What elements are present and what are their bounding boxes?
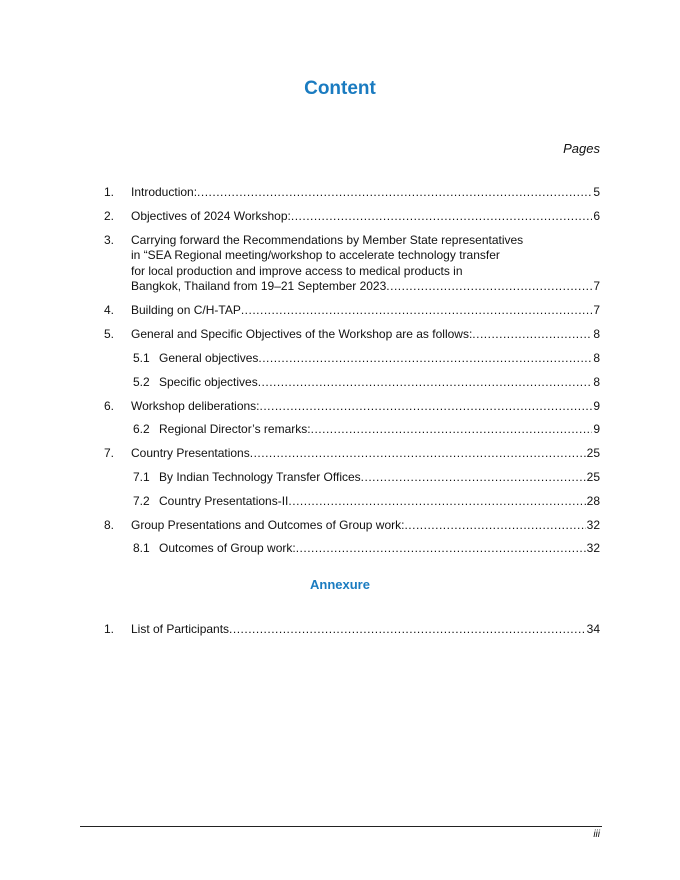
toc-page: 7	[593, 303, 600, 318]
toc-label-line: in “SEA Regional meeting/workshop to accelerate technology transfer	[131, 248, 500, 263]
toc-label: List of Participants	[131, 622, 230, 636]
toc-page: 28	[586, 493, 600, 508]
dot-leader	[229, 622, 586, 637]
toc-page: 9	[593, 422, 600, 437]
toc-entry-rd-remarks[interactable]	[104, 422, 600, 437]
toc-label: Building on C/H-TAP	[131, 303, 241, 318]
toc-number: 6.	[104, 398, 115, 413]
toc-label: Regional Director’s remarks:	[159, 422, 311, 437]
dot-leader	[258, 351, 592, 366]
toc-label: Bangkok, Thailand from 19–21 September 2023	[131, 279, 387, 294]
toc-entry-deliberations[interactable]	[104, 399, 600, 414]
dot-leader	[241, 303, 592, 318]
annexure-title: Annexure	[310, 577, 370, 592]
toc-label: Introduction:	[131, 185, 198, 199]
toc-number: 2.	[104, 208, 115, 223]
toc-label: Outcomes of Group work:	[159, 541, 296, 556]
toc-label-line: for local production and improve access to medical products in	[131, 263, 463, 278]
pages-column-label: Pages	[563, 141, 600, 156]
toc-entry-indian-tto[interactable]	[104, 470, 600, 485]
toc-page: 8	[593, 374, 600, 389]
toc-label-line: Carrying forward the Recommendations by Member State representatives	[131, 232, 524, 247]
dot-leader	[472, 327, 592, 342]
toc-page: 25	[586, 469, 600, 484]
toc-label: Group Presentations and Outcomes of Group work:	[131, 517, 405, 532]
page-title: Content	[304, 78, 376, 99]
toc-label: Country Presentations-II	[159, 493, 289, 508]
toc-page: 32	[586, 517, 600, 532]
toc-page: 5	[593, 185, 600, 199]
toc-label: Objectives of 2024 Workshop:	[131, 208, 291, 223]
dot-leader	[258, 375, 593, 390]
toc-number: 7.	[104, 446, 115, 461]
toc-entry-general-objectives[interactable]	[104, 351, 600, 366]
toc-number: 8.	[104, 517, 115, 532]
annexure-entry-participants[interactable]	[104, 622, 600, 637]
toc-label: Specific objectives	[159, 374, 258, 389]
footer-page-number: iii	[593, 829, 600, 840]
toc-entry-country-presentations-ii[interactable]	[104, 494, 600, 509]
toc-page: 32	[586, 541, 600, 556]
toc-page: 7	[593, 279, 600, 294]
dot-leader	[288, 494, 585, 509]
toc-number: 7.2	[133, 493, 150, 508]
footer-rule	[80, 826, 602, 827]
dot-leader	[291, 209, 592, 224]
toc-page: 8	[593, 350, 600, 365]
toc-label: By Indian Technology Transfer Offices	[159, 469, 361, 484]
toc-entry-group-presentations[interactable]	[104, 518, 600, 533]
dot-leader	[197, 185, 592, 200]
toc-number: 5.	[104, 327, 115, 342]
toc-entry-recommendations[interactable]	[104, 233, 600, 295]
dot-leader	[386, 279, 592, 295]
toc-entry-building[interactable]	[104, 303, 600, 318]
toc-label: General and Specific Objectives of the Workshop are as follows:	[131, 327, 473, 342]
dot-leader	[404, 518, 585, 533]
toc-number: 1.	[104, 622, 115, 636]
dot-leader	[250, 446, 586, 461]
toc-number: 7.1	[133, 469, 150, 484]
toc-entry-specific-objectives[interactable]	[104, 375, 600, 390]
dot-leader	[260, 399, 593, 414]
toc-label: General objectives	[159, 350, 259, 365]
toc-entry-group-outcomes[interactable]	[104, 541, 600, 556]
toc-page: 25	[586, 446, 600, 461]
dot-leader	[361, 470, 586, 485]
toc-entry-general-specific[interactable]	[104, 327, 600, 342]
toc-label: Country Presentations	[131, 446, 250, 461]
toc-number: 4.	[104, 303, 115, 318]
toc-entry-introduction[interactable]	[104, 185, 600, 200]
toc-number: 5.2	[133, 374, 150, 389]
toc-number: 8.1	[133, 541, 150, 556]
annexure-list	[104, 622, 600, 646]
toc-page: 34	[586, 622, 600, 636]
toc-page: 8	[593, 327, 600, 342]
toc-number: 1.	[104, 185, 115, 199]
toc-entry-country-presentations[interactable]	[104, 446, 600, 461]
toc-label: Workshop deliberations:	[131, 398, 260, 413]
toc-number: 6.2	[133, 422, 150, 437]
table-of-contents	[104, 185, 600, 565]
toc-page: 9	[593, 398, 600, 413]
toc-page: 6	[593, 208, 600, 223]
toc-entry-objectives[interactable]	[104, 209, 600, 224]
dot-leader	[296, 541, 586, 556]
toc-number: 3.	[104, 232, 115, 247]
dot-leader	[311, 422, 593, 437]
toc-number: 5.1	[133, 350, 150, 365]
